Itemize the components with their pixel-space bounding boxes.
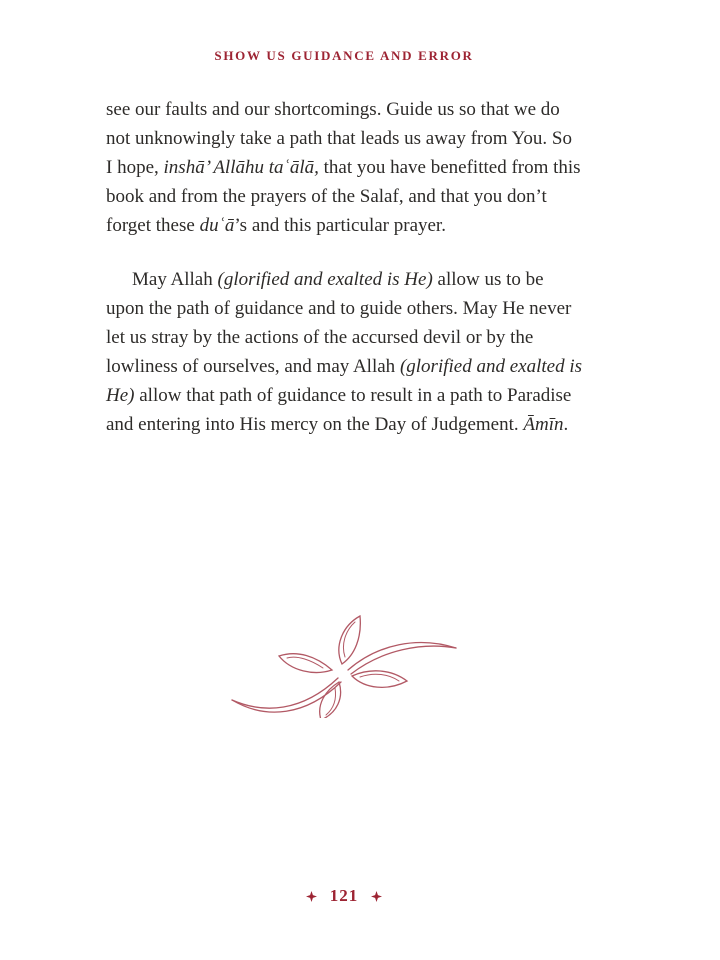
body-text-block [106, 95, 582, 439]
page-footer [106, 886, 582, 906]
italic-text-segment: (glorified and exalted is He) [217, 269, 433, 290]
body-text-segment: that you have benefitted from this book and from the prayers of the Salaf, and that you don’t forget these [106, 157, 581, 236]
italic-text-segment: Āmīn [523, 414, 564, 435]
running-header: SHOW US GUIDANCE AND ERROR [214, 48, 474, 63]
ornament-wrap [106, 612, 582, 718]
italic-text-segment: inshā’ Allāhu taʿālā, [163, 157, 319, 178]
body-text-segment: May Allah [132, 269, 218, 290]
body-text-segment: . [563, 414, 569, 435]
body-paragraph [106, 95, 582, 240]
four-pointed-star-icon [371, 891, 382, 902]
body-text-segment: allow that path of guidance to result in a path to Paradise and entering into His mercy on the Day of Judgement. [106, 385, 572, 435]
floral-flourish-ornament [224, 612, 464, 718]
body-paragraph [106, 265, 582, 439]
italic-text-segment: (glorified and exalted is He) [106, 356, 582, 406]
four-pointed-star-icon [306, 891, 317, 902]
body-text-segment: see our faults and our shortcomings. Guide us so that we do not unknowingly take a path that leads us away from You. So I hope, [106, 99, 572, 178]
body-text-segment: ’s and this particular prayer. [234, 215, 446, 236]
body-text-segment: allow us to be upon the path of guidance and to guide others. May He never let us stray by the actions of the accursed devil or by the lowliness of ourselves, and may Allah [106, 269, 572, 377]
italic-text-segment: duʿā [199, 215, 235, 236]
page-number: 121 [329, 886, 359, 905]
